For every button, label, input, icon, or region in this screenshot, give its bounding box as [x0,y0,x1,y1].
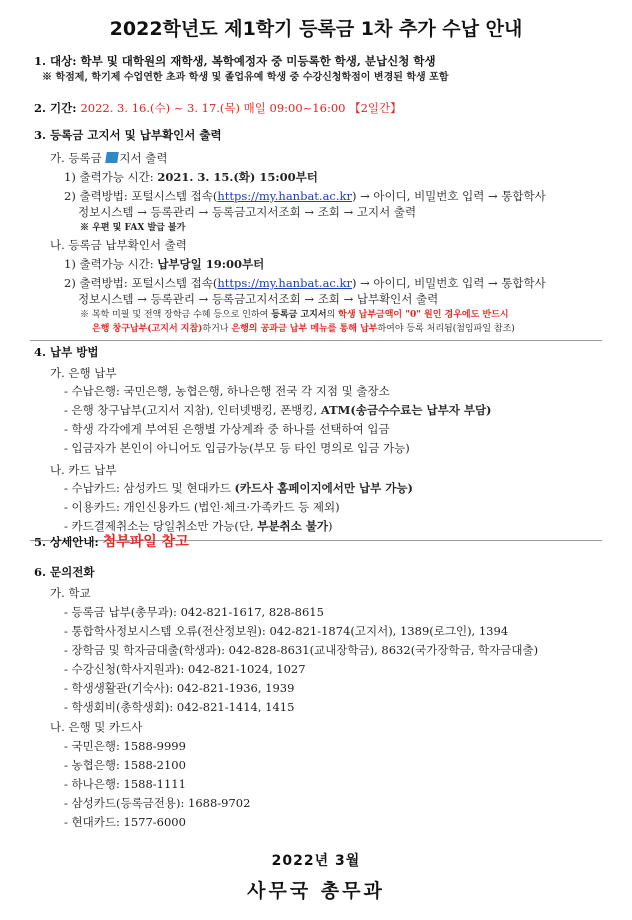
section-5 [34,532,189,552]
section-3-heading: 3. 등록금 고지서 및 납부확인서 출력 [34,128,222,142]
highlight-marker-icon [106,152,120,163]
section-6a-title: 가. 학교 [50,586,91,600]
section-4b-line-1-bold: (카드사 홈페이지에서만 납부 가능) [234,481,413,495]
section-1-note: ※ 학점제, 학기제 수업연한 초과 학생 및 졸업유예 학생 중 수강신청학점이 변경된 학생 포함 [42,72,449,83]
note1-b: 등록금 고지서 [271,310,327,320]
section-3b-item-2-post: ) → 아이디, 비밀번호 입력 → 통합학사 [352,276,546,290]
section-5-label: 5. 상세안내: [34,535,103,549]
note1-a: ※ 복학 미필 및 전액 장학금 수혜 등으로 인하여 [80,310,272,320]
section-3b-item-1-value: 납부당일 19:00부터 [157,257,265,271]
footer-date: 2022년 3월 [271,853,361,869]
section-4a-line-3: - 학생 각각에게 부여된 은행별 가상계좌 중 하나를 선택하여 입금 [64,422,390,436]
section-2-label: 2. 기간: [34,101,81,115]
section-4a-line-2 [64,403,492,418]
note2-c: 은행의 공과금 납부 메뉴를 통해 납부 [231,324,378,334]
contact-item: - 수강신청(학사지원과): 042-821-1024, 1027 [64,662,306,676]
section-4a-line-1: - 수납은행: 국민은행, 농협은행, 하나은행 전국 각 지점 및 출장소 [64,384,390,398]
note2-b: 하거나 [202,324,232,334]
contact-item: - 장학금 및 학자금대출(학생과): 042-828-8631(교내장학금), 8632(국가장학금, 학자금대출) [64,643,539,657]
section-3a-item-1-label: 1) 출력가능 시간: [64,170,158,184]
section-1-heading: 1. 대상: 학부 및 대학원의 재학생, 복학예정자 중 미등록한 학생, 분납신청 학생 [34,54,436,68]
section-3b-item-2-pre: 2) 출력방법: 포털시스템 접속( [64,276,218,290]
portal-link-2[interactable]: https://my.hanbat.ac.kr [217,276,352,290]
section-4b-line-1-pre: - 수납카드: 삼성카드 및 현대카드 [64,481,235,495]
note1-c: 의 [326,310,339,320]
section-3b-item-1 [64,257,264,272]
contact-item: - 통합학사정보시스템 오류(전산정보원): 042-821-1874(고지서), 1389(로그인), 1394 [64,624,509,638]
contact-item: - 농협은행: 1588-2100 [64,758,186,772]
section-4a-line-2-pre: - 은행 창구납부(고지서 지참), 인터넷뱅킹, 폰뱅킹, [64,403,321,417]
section-3a-title-post: 지서 출력 [119,151,168,165]
section-3a-note: ※ 우편 및 FAX 발급 불가 [80,223,186,233]
portal-link[interactable]: https://my.hanbat.ac.kr [217,189,352,203]
section-4b-line-3-pre: - 카드결제취소는 당일취소만 가능(단, [64,519,258,533]
contact-item: - 하나은행: 1588-1111 [64,777,186,791]
section-4b-line-2: - 이용카드: 개인신용카드 (법인·체크·가족카드 등 제외) [64,500,340,514]
contact-item: - 등록금 납부(총무과): 042-821-1617, 828-8615 [64,605,324,619]
section-3a-item-2-post: ) → 아이디, 비밀번호 입력 → 통합학사 [352,189,546,203]
section-4-heading: 4. 납부 방법 [34,345,99,359]
section-3a-title [50,151,168,166]
section-4a-line-2-bold: ATM(송금수수료는 납부자 부담) [320,403,492,417]
note2-d: 하여야 등록 처리됨(첨임파일 참조) [377,324,515,334]
contact-item: - 현대카드: 1577-6000 [64,815,186,829]
section-4b-line-3-bold: 부분취소 불가 [257,519,328,533]
note2-a: 은행 창구납부(고지서 지참) [92,324,203,334]
contact-item: - 학생회비(총학생회): 042-821-1414, 1415 [64,700,295,714]
section-3b-item-1-label: 1) 출력가능 시간: [64,257,158,271]
section-3b-note-line-1 [80,308,509,323]
section-6b-title: 나. 은행 및 카드사 [50,720,143,734]
section-3b-item-2 [64,276,546,291]
section-5-value: 첨부파일 참고 [102,534,189,550]
section-4a-title: 가. 은행 납부 [50,366,117,380]
section-divider-1 [30,340,602,341]
section-3a-title-pre: 가. 등록금 [50,151,106,165]
section-3a-item-1-value: 2021. 3. 15.(화) 15:00부터 [157,170,318,184]
section-4b-line-1 [64,481,413,496]
section-4a-line-4: - 입금자가 본인이 아니어도 입금가능(부모 등 타인 명의로 입금 가능) [64,441,410,455]
section-2-period [34,101,402,116]
section-3a-item-2-pre: 2) 출력방법: 포털시스템 접속( [64,189,218,203]
footer-organization: 사무국 총무과 [247,880,385,902]
section-3b-note-line-2 [92,322,515,337]
contact-item: - 학생생활관(기숙사): 042-821-1936, 1939 [64,681,295,695]
section-3b-title: 나. 등록금 납부확인서 출력 [50,238,187,252]
section-4b-title: 나. 카드 납부 [50,463,117,477]
section-3a-item-2-cont: 정보시스템 → 등록관리 → 등록금고지서조회 → 조회 → 고지서 출력 [78,205,417,219]
document-title: 2022학년도 제1학기 등록금 1차 추가 수납 안내 [109,18,523,40]
contact-item: - 삼성카드(등록금전용): 1688-9702 [64,796,251,810]
contact-item: - 국민은행: 1588-9999 [64,739,186,753]
section-4b-line-3-post: ) [327,519,333,533]
period-value: 2022. 3. 16.(수) ~ 3. 17.(목) 매일 09:00~16:00 【2일간】 [80,101,402,115]
note1-d: 학생 납부금액이 "0" 원인 경우에도 반드시 [338,310,509,320]
section-3b-item-2-cont: 정보시스템 → 등록관리 → 등록금고지서조회 → 조회 → 납부확인서 출력 [78,292,439,306]
section-3a-item-1 [64,170,318,185]
section-3a-item-2 [64,189,546,204]
section-6-heading: 6. 문의전화 [34,565,95,579]
